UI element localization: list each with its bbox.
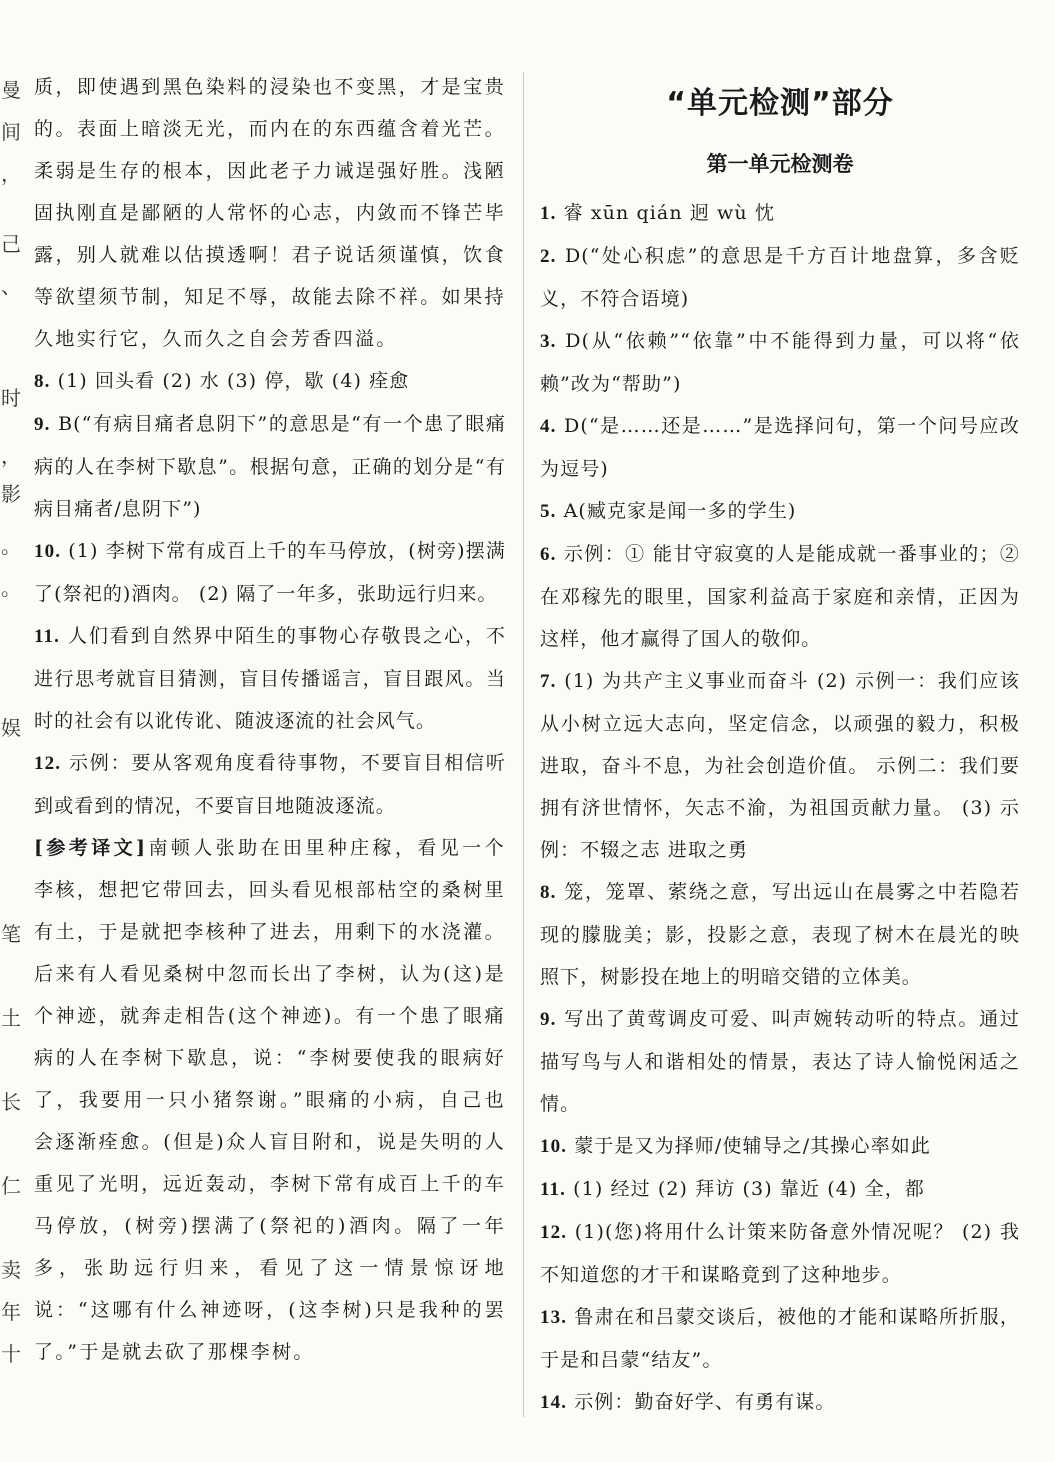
edge-glyph: 娱 [1, 716, 21, 740]
item-text: B(“有病目痛者息阴下”的意思是“有一个患了眼痛病的人在李树下歇息”。根据句意，正确的划分是“有病目痛者/息阴下”) [34, 413, 507, 520]
edge-glyph: ， [1, 162, 21, 186]
item-number: 6. [540, 544, 557, 565]
edge-glyph: 、 [1, 274, 21, 298]
translation-text: 南顿人张助在田里种庄稼，看见一个李核，想把它带回去，回头看见根部枯空的桑树里有土，于是就把李核种了进去，用剩下的水浇灌。后来有人看见桑树中忽而长出了李树，认为(这)是个神迹，就奔走相告(这个神迹)。有一个患了眼痛病的人在李树下歇息，说：“李树要使我的眼病好了，我要用一只小猪祭谢。”眼痛的小病，自己也会逐渐痊愈。(但是)众人盲目附和，说是失明的人重见了光明，远近轰动，李树下常有成百上千的车马停放，(树旁)摆满了(祭祀的)酒肉。隔了一年多，张助远行归来，看见了这一情景惊讶地说：“这哪有什么神迹呀，(这李树)只是我种的罢了。”于是就去砍了那棵李树。 [34, 837, 506, 1363]
answer-item [540, 1381, 1020, 1424]
item-text: D(从“依赖”“依靠”中不能得到力量，可以将“依赖”改为“帮助”) [540, 330, 1021, 395]
item-text: 示例：① 能甘守寂寞的人是能成就一番事业的；② 在邓稼先的眼里，国家利益高于家庭和亲情，正因为这样，他才赢得了国人的敬仰。 [540, 543, 1021, 650]
edge-glyph: 。 [1, 534, 21, 558]
answer-item [540, 660, 1020, 871]
item-number: 9. [540, 1009, 557, 1030]
item-text: 人们看到自然界中陌生的事物心存敬畏之心，不进行思考就盲目猜测，盲目传播谣言，盲目跟风。当时的社会有以讹传讹、随波逐流的社会风气。 [34, 625, 506, 732]
edge-glyph: 卖 [1, 1258, 21, 1282]
edge-glyph: 曼 [1, 78, 21, 102]
edge-glyph: 笔 [1, 922, 21, 946]
edge-glyph: 时 [1, 386, 21, 410]
item-text: 鲁肃在和吕蒙交谈后，被他的才能和谋略所折服，于是和吕蒙“结友”。 [540, 1306, 1021, 1371]
item-text: 蒙于是又为择师/使辅导之/其操心率如此 [574, 1135, 931, 1157]
edge-glyph: 十 [1, 1342, 21, 1366]
answer-item [540, 490, 1020, 533]
edge-glyph: 己 [1, 232, 21, 256]
item-text: D(“是……还是……”是选择问句，第一个问号应改为逗号) [540, 415, 1020, 480]
edge-glyph: 间 [1, 120, 21, 144]
answer-item [34, 742, 506, 827]
item-number: 13. [540, 1307, 568, 1328]
answer-item [540, 1296, 1020, 1381]
answer-item [540, 1168, 1020, 1211]
answer-item [34, 360, 506, 403]
adjacent-page-edge [0, 0, 26, 1462]
item-text: 笼，笼罩、萦绕之意，写出远山在晨雾之中若隐若现的朦胧美；影，投影之意，表现了树木在晨光的映照下，树影投在地上的明暗交错的立体美。 [540, 881, 1021, 988]
answer-item [540, 1125, 1020, 1168]
answer-item [540, 533, 1020, 660]
translation-label: [参考译文] [34, 837, 148, 859]
test-title: 第一单元检测卷 [706, 152, 854, 176]
edge-glyph: 土 [1, 1006, 21, 1030]
edge-glyph: 。 [1, 576, 21, 600]
item-number: 11. [540, 1179, 567, 1200]
answer-item [540, 871, 1020, 998]
item-number: 11. [34, 626, 61, 647]
column-divider [523, 72, 524, 1417]
answer-item [34, 530, 506, 615]
item-number: 14. [540, 1392, 568, 1413]
answer-item [34, 615, 506, 742]
edge-glyph: 长 [1, 1090, 21, 1114]
section-title: “单元检测”部分 [666, 86, 894, 121]
item-number: 10. [34, 541, 62, 562]
reference-translation [34, 827, 506, 1373]
edge-glyph: ， [1, 444, 21, 468]
item-text: 示例：勤奋好学、有勇有谋。 [574, 1391, 836, 1413]
answer-item [540, 192, 1020, 235]
item-number: 8. [540, 882, 557, 903]
item-number: 10. [540, 1136, 568, 1157]
item-number: 8. [34, 371, 51, 392]
translation-continued: 质，即使遇到黑色染料的浸染也不变黑，才是宝贵的。表面上暗淡无光，而内在的东西蕴含着光芒。柔弱是生存的根本，因此老子力诫逞强好胜。浅陋固执刚直是鄙陋的人常怀的心志，内敛而不锋芒毕露，别人就难以估摸透啊！君子说话须谨慎，饮食等欲望须节制，知足不辱，故能去除不祥。如果持久地实行它，久而久之自会芳香四溢。 [34, 76, 506, 350]
item-text: (1) 经过 (2) 拜访 (3) 靠近 (4) 全，都 [573, 1178, 925, 1200]
item-number: 9. [34, 414, 51, 435]
answer-item [540, 235, 1020, 320]
item-text: A(臧克家是闻一多的学生) [563, 500, 797, 522]
item-text: D(“处心积虑”的意思是千方百计地盘算，多含贬义，不符合语境) [540, 245, 1021, 310]
item-number: 4. [540, 416, 557, 437]
item-number: 1. [540, 203, 557, 224]
item-text: 睿 xūn qián 迥 wù 忱 [563, 202, 775, 224]
left-column [34, 66, 506, 1373]
answer-item [540, 998, 1020, 1125]
item-number: 12. [540, 1222, 568, 1243]
edge-glyph: 年 [1, 1300, 21, 1324]
item-text: (1) 为共产主义事业而奋斗 (2) 示例一：我们应该从小树立远大志向，坚定信念，以顽强的毅力，积极进取，奋斗不息，为社会创造价值。 示例二：我们要拥有济世情怀，矢志不渝，为祖国贡献力量。 (3) 示例：不辍之志 进取之勇 [540, 670, 1020, 861]
edge-glyph: 仁 [1, 1174, 21, 1198]
answer-item [540, 320, 1020, 405]
answer-item [540, 405, 1020, 490]
item-number: 2. [540, 246, 557, 267]
right-column [540, 66, 1020, 1424]
item-text: 写出了黄莺调皮可爱、叫声婉转动听的特点。通过描写鸟与人和谐相处的情景，表达了诗人愉悦闲适之情。 [540, 1008, 1021, 1115]
item-number: 5. [540, 501, 557, 522]
item-number: 7. [540, 671, 557, 692]
item-text: 示例：要从客观角度看待事物，不要盲目相信听到或看到的情况，不要盲目地随波逐流。 [34, 752, 506, 817]
item-number: 12. [34, 753, 62, 774]
item-text: (1)(您)将用什么计策来防备意外情况呢？ (2) 我不知道您的才干和谋略竟到了这种地步。 [540, 1221, 1020, 1286]
answer-item [540, 1211, 1020, 1296]
edge-glyph: 影 [1, 482, 21, 506]
item-text: (1) 李树下常有成百上千的车马停放，(树旁)摆满了(祭祀的)酒肉。 (2) 隔了一年多，张助远行归来。 [34, 540, 507, 605]
item-text: (1) 回头看 (2) 水 (3) 停，歇 (4) 痊愈 [57, 370, 410, 392]
answer-item [34, 403, 506, 530]
item-number: 3. [540, 331, 557, 352]
